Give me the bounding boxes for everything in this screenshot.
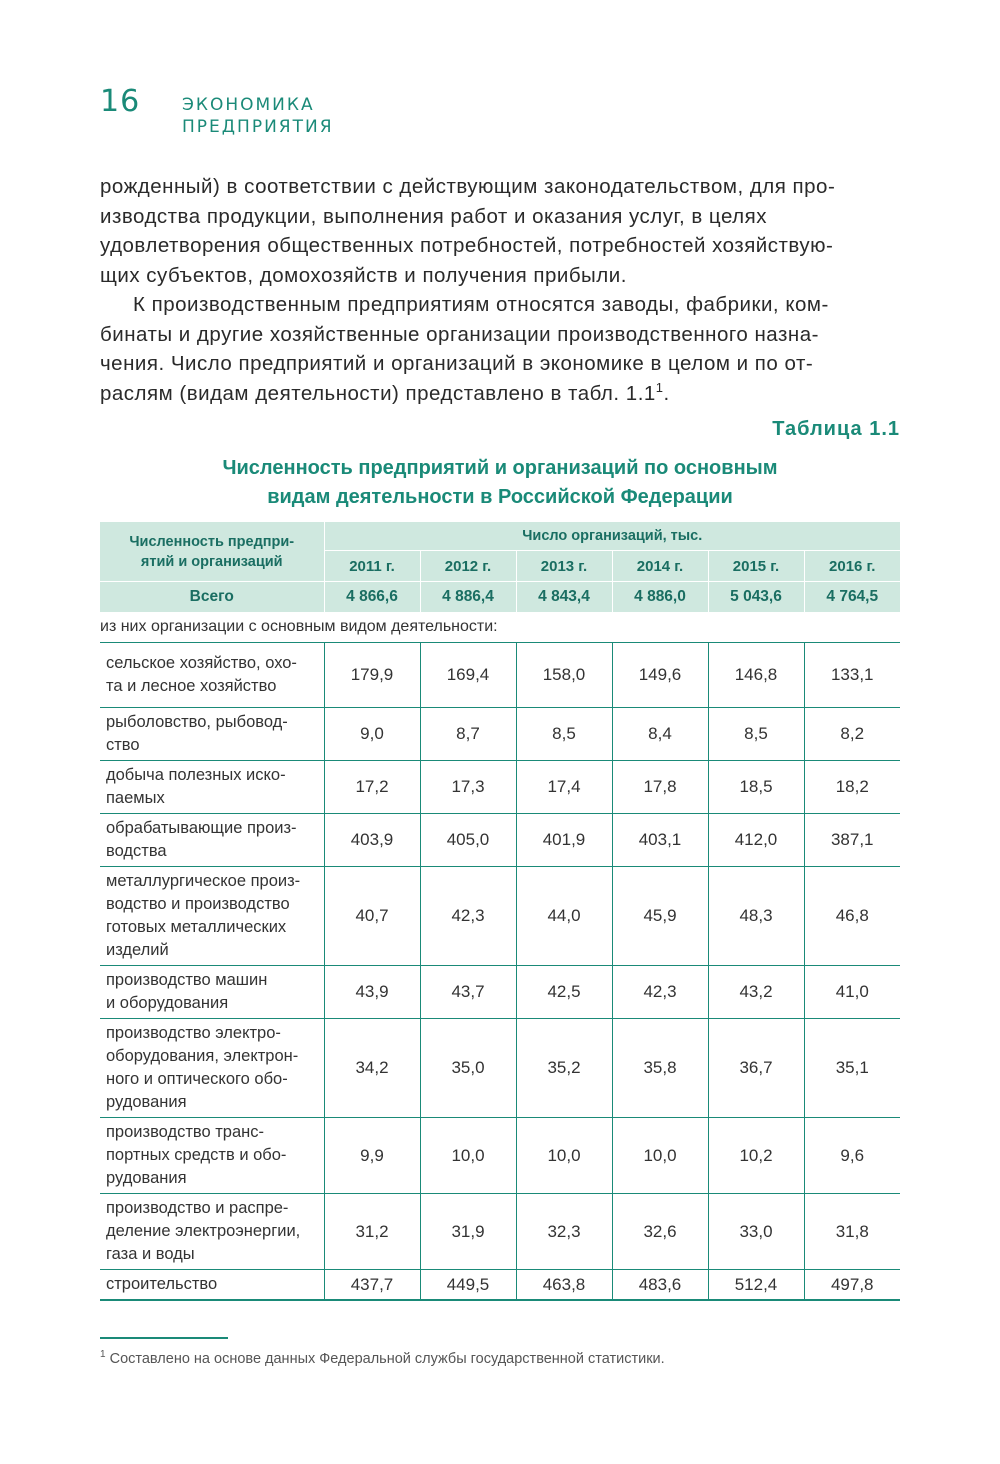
page-number: 16 bbox=[100, 84, 141, 119]
total-value: 5 043,6 bbox=[708, 582, 804, 613]
footnote-reference: 1 bbox=[655, 379, 664, 395]
row-value: 169,4 bbox=[420, 643, 516, 708]
row-label-line: газа и воды bbox=[106, 1245, 195, 1263]
running-title bbox=[182, 94, 334, 138]
row-label-line: производство электро- bbox=[106, 1024, 281, 1042]
table-caption-line-2: видам деятельности в Российской Федерации bbox=[267, 486, 733, 508]
row-label-line: производство и распре- bbox=[106, 1199, 289, 1217]
row-value: 35,1 bbox=[804, 1019, 900, 1118]
row-label bbox=[100, 708, 324, 761]
row-label bbox=[100, 1019, 324, 1118]
row-value: 41,0 bbox=[804, 966, 900, 1019]
row-value: 17,8 bbox=[612, 761, 708, 814]
row-value: 158,0 bbox=[516, 643, 612, 708]
row-value: 401,9 bbox=[516, 814, 612, 867]
paragraph-line: рожденный) в соответствии с действующим законодательством, для про- bbox=[100, 175, 836, 198]
footnote-text: Составлено на основе данных Федеральной службы государственной статистики. bbox=[109, 1350, 665, 1367]
row-value: 31,9 bbox=[420, 1194, 516, 1270]
table-label: Таблица 1.1 bbox=[772, 418, 900, 440]
row-value: 8,5 bbox=[708, 708, 804, 761]
row-label-line: готовых металлических bbox=[106, 918, 287, 936]
header-year: 2011 г. bbox=[324, 551, 420, 582]
paragraph-line: щих субъектов, домохозяйств и получения прибыли. bbox=[100, 263, 627, 287]
row-label-line: деление электроэнергии, bbox=[106, 1222, 301, 1240]
table-row bbox=[100, 1019, 900, 1118]
row-value: 42,5 bbox=[516, 966, 612, 1019]
total-value: 4 886,0 bbox=[612, 582, 708, 613]
row-label-line: рыболовство, рыбовод- bbox=[106, 713, 288, 731]
row-label-line: водства bbox=[106, 842, 167, 860]
paragraph-last-line bbox=[100, 379, 900, 409]
row-value: 32,6 bbox=[612, 1194, 708, 1270]
row-value: 412,0 bbox=[708, 814, 804, 867]
row-value: 32,3 bbox=[516, 1194, 612, 1270]
paragraph-end: . bbox=[663, 381, 670, 405]
running-title-line-1: ЭКОНОМИКА bbox=[182, 95, 315, 115]
row-label-line: та и лесное хозяйство bbox=[106, 677, 277, 695]
row-value: 43,7 bbox=[420, 966, 516, 1019]
table-row bbox=[100, 1118, 900, 1194]
row-label-line: сельское хозяйство, охо- bbox=[106, 654, 297, 672]
paragraph-line: бинаты и другие хозяйственные организации производственного назна- bbox=[100, 322, 819, 346]
subheading: из них организации с основным видом деятельности: bbox=[100, 612, 900, 643]
row-value: 17,4 bbox=[516, 761, 612, 814]
row-label-line: рудования bbox=[106, 1169, 187, 1187]
table-caption bbox=[100, 454, 900, 512]
row-label-line: водство и производство bbox=[106, 895, 290, 913]
row-label-line: изделий bbox=[106, 941, 169, 959]
row-value: 149,6 bbox=[612, 643, 708, 708]
row-value: 403,9 bbox=[324, 814, 420, 867]
row-value: 44,0 bbox=[516, 867, 612, 966]
row-value: 9,9 bbox=[324, 1118, 420, 1194]
row-label bbox=[100, 1194, 324, 1270]
total-value: 4 843,4 bbox=[516, 582, 612, 613]
row-value: 48,3 bbox=[708, 867, 804, 966]
row-value: 387,1 bbox=[804, 814, 900, 867]
row-label-line: производство машин bbox=[106, 971, 268, 989]
row-value: 42,3 bbox=[612, 966, 708, 1019]
row-value: 9,6 bbox=[804, 1118, 900, 1194]
row-value: 437,7 bbox=[324, 1270, 420, 1301]
row-value: 43,2 bbox=[708, 966, 804, 1019]
total-label: Всего bbox=[100, 582, 324, 613]
row-value: 31,8 bbox=[804, 1194, 900, 1270]
row-value: 179,9 bbox=[324, 643, 420, 708]
row-value: 483,6 bbox=[612, 1270, 708, 1301]
header-indicator bbox=[100, 522, 324, 582]
row-label bbox=[100, 1118, 324, 1194]
table-row bbox=[100, 708, 900, 761]
row-value: 34,2 bbox=[324, 1019, 420, 1118]
row-value: 9,0 bbox=[324, 708, 420, 761]
table-row bbox=[100, 1194, 900, 1270]
header-year: 2014 г. bbox=[612, 551, 708, 582]
organizations-table bbox=[100, 522, 900, 1301]
table-row bbox=[100, 761, 900, 814]
row-value: 10,0 bbox=[612, 1118, 708, 1194]
row-label-line: добыча полезных иско- bbox=[106, 766, 286, 784]
row-label-line: ного и оптического обо- bbox=[106, 1070, 288, 1088]
row-value: 8,4 bbox=[612, 708, 708, 761]
row-value: 18,5 bbox=[708, 761, 804, 814]
row-value: 463,8 bbox=[516, 1270, 612, 1301]
total-value: 4 764,5 bbox=[804, 582, 900, 613]
subheading-row bbox=[100, 612, 900, 643]
footnote-rule bbox=[100, 1337, 228, 1339]
row-value: 403,1 bbox=[612, 814, 708, 867]
row-value: 497,8 bbox=[804, 1270, 900, 1301]
row-value: 8,2 bbox=[804, 708, 900, 761]
row-label-line: строительство bbox=[106, 1275, 218, 1293]
row-value: 33,0 bbox=[708, 1194, 804, 1270]
row-label-line: паемых bbox=[106, 789, 165, 807]
row-label-line: обрабатывающие произ- bbox=[106, 819, 297, 837]
row-value: 42,3 bbox=[420, 867, 516, 966]
table-caption-line-1: Численность предприятий и организаций по основным bbox=[222, 457, 778, 479]
paragraph-line: раслям (видам деятельности) представлено в табл. 1.1 bbox=[100, 381, 656, 405]
row-label bbox=[100, 761, 324, 814]
row-label bbox=[100, 966, 324, 1019]
row-value: 35,2 bbox=[516, 1019, 612, 1118]
total-value: 4 886,4 bbox=[420, 582, 516, 613]
row-value: 449,5 bbox=[420, 1270, 516, 1301]
row-value: 146,8 bbox=[708, 643, 804, 708]
row-value: 35,0 bbox=[420, 1019, 516, 1118]
header-indicator-line-2: ятий и организаций bbox=[140, 553, 283, 570]
footnote-mark: 1 bbox=[100, 1349, 106, 1360]
row-value: 10,0 bbox=[516, 1118, 612, 1194]
row-label bbox=[100, 814, 324, 867]
paragraph-2 bbox=[100, 290, 900, 408]
paragraph-line: чения. Число предприятий и организаций в экономике в целом и по от- bbox=[100, 352, 814, 375]
paragraph-line: К производственным предприятиям относятся заводы, фабрики, ком- bbox=[133, 293, 829, 316]
row-label-line: оборудования, электрон- bbox=[106, 1047, 299, 1065]
paragraph-line: изводства продукции, выполнения работ и оказания услуг, в целях bbox=[100, 204, 767, 228]
row-label-line: производство транс- bbox=[106, 1123, 265, 1141]
table-row bbox=[100, 643, 900, 708]
footnote bbox=[100, 1349, 665, 1367]
row-value: 405,0 bbox=[420, 814, 516, 867]
row-value: 35,8 bbox=[612, 1019, 708, 1118]
row-value: 45,9 bbox=[612, 867, 708, 966]
row-label bbox=[100, 643, 324, 708]
row-value: 31,2 bbox=[324, 1194, 420, 1270]
row-value: 17,2 bbox=[324, 761, 420, 814]
row-value: 46,8 bbox=[804, 867, 900, 966]
total-row bbox=[100, 582, 900, 613]
row-value: 43,9 bbox=[324, 966, 420, 1019]
header-indicator-line-1: Численность предпри- bbox=[129, 533, 295, 550]
paragraph-1 bbox=[100, 172, 900, 290]
running-title-line-2: ПРЕДПРИЯТИЯ bbox=[182, 117, 334, 137]
header-group: Число организаций, тыс. bbox=[324, 522, 900, 551]
paragraph-line: удовлетворения общественных потребностей, потребностей хозяйствую- bbox=[100, 234, 834, 257]
row-value: 18,2 bbox=[804, 761, 900, 814]
row-label bbox=[100, 1270, 324, 1301]
row-value: 8,7 bbox=[420, 708, 516, 761]
row-value: 8,5 bbox=[516, 708, 612, 761]
table-row bbox=[100, 966, 900, 1019]
row-label-line: ство bbox=[106, 736, 140, 754]
total-value: 4 866,6 bbox=[324, 582, 420, 613]
row-value: 10,2 bbox=[708, 1118, 804, 1194]
table-row bbox=[100, 1270, 900, 1301]
table-row bbox=[100, 867, 900, 966]
header-year: 2015 г. bbox=[708, 551, 804, 582]
row-value: 10,0 bbox=[420, 1118, 516, 1194]
row-value: 133,1 bbox=[804, 643, 900, 708]
row-value: 17,3 bbox=[420, 761, 516, 814]
row-value: 36,7 bbox=[708, 1019, 804, 1118]
row-value: 40,7 bbox=[324, 867, 420, 966]
header-year: 2016 г. bbox=[804, 551, 900, 582]
row-label-line: портных средств и обо- bbox=[106, 1146, 287, 1164]
header-year: 2013 г. bbox=[516, 551, 612, 582]
row-label bbox=[100, 867, 324, 966]
row-value: 512,4 bbox=[708, 1270, 804, 1301]
row-label-line: металлургическое произ- bbox=[106, 872, 301, 890]
table-row bbox=[100, 814, 900, 867]
header-year: 2012 г. bbox=[420, 551, 516, 582]
row-label-line: и оборудования bbox=[106, 994, 229, 1012]
row-label-line: рудования bbox=[106, 1093, 187, 1111]
